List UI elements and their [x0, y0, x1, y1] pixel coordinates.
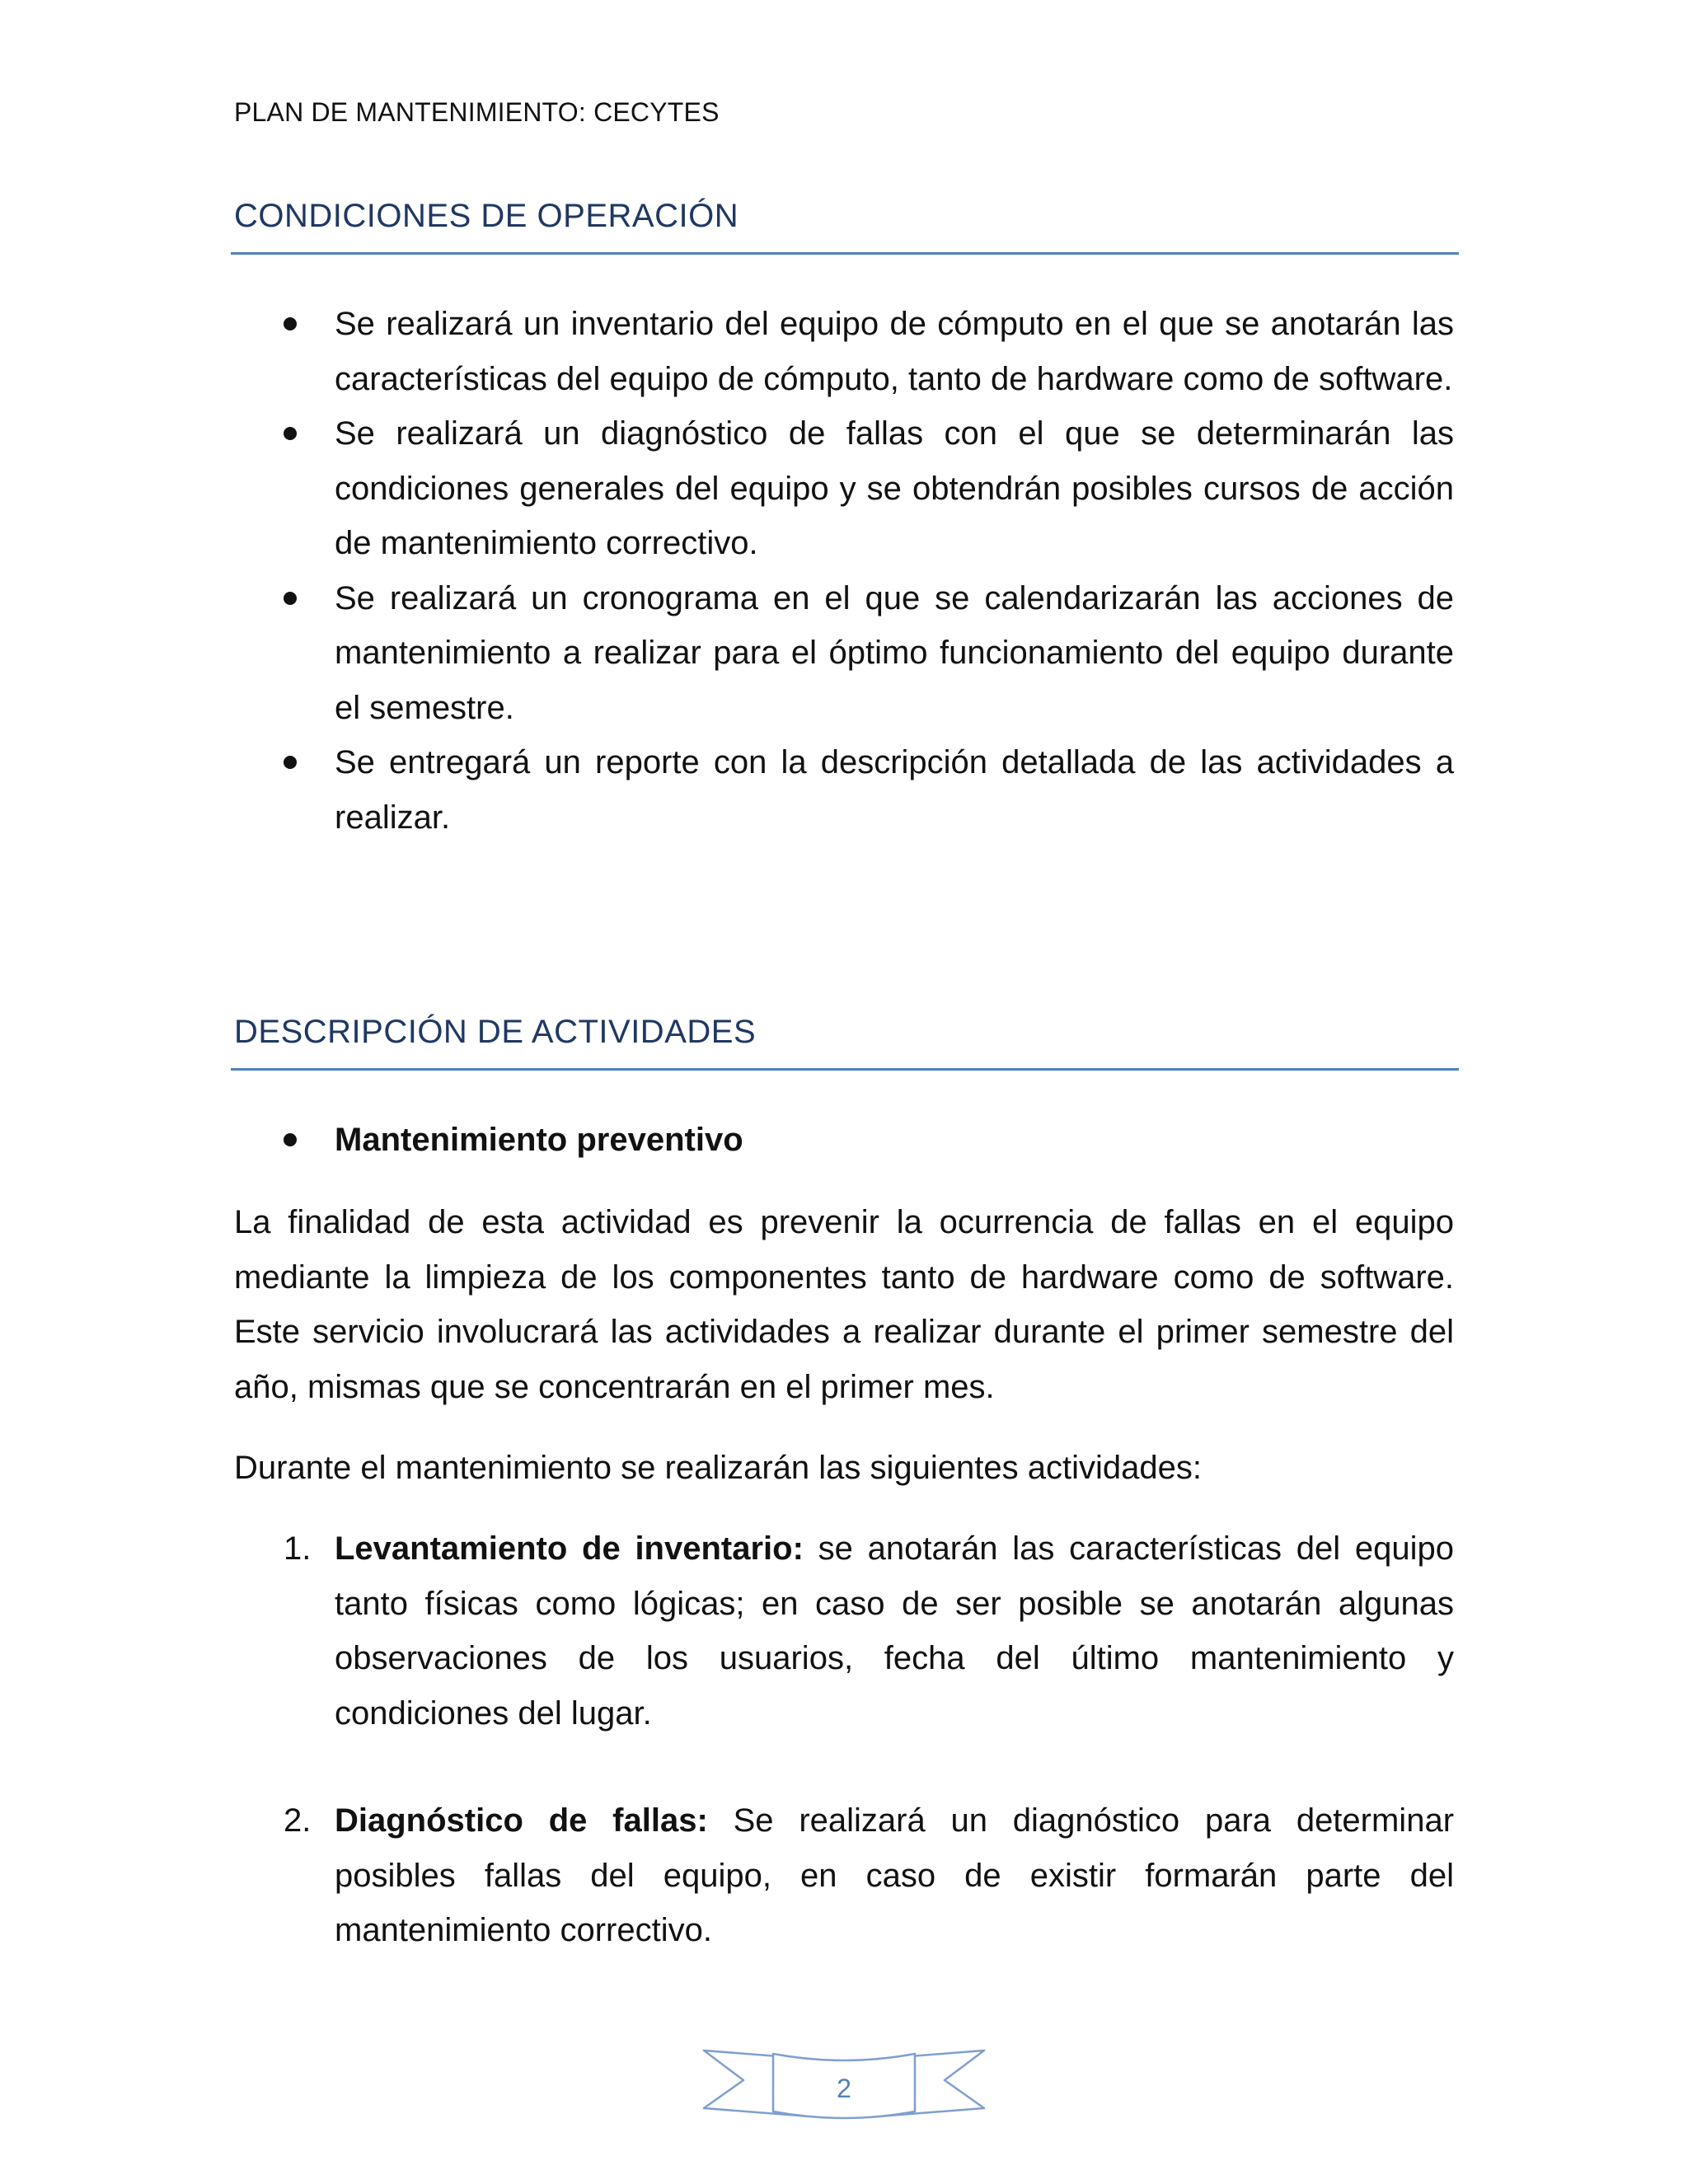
bullet-icon: [284, 756, 297, 769]
bullet-icon: [284, 592, 297, 605]
list-item-text: Se realizará un cronograma en el que se calendarizarán las acciones de mantenimiento a realizar para el óptimo funcionamiento del equipo durante el semestre.: [335, 579, 1454, 726]
list-item: [280, 406, 1454, 571]
list-item: [280, 735, 1454, 845]
paragraph-purpose: La finalidad de esta actividad es prevenir la ocurrencia de fallas en el equipo mediante la limpieza de los componentes tanto de hardware como de software. Este servicio involucrará las actividades a realizar durante el primer semestre del año, mismas que se concentrarán en el primer mes.: [234, 1204, 1454, 1405]
section-heading-activities: DESCRIPCIÓN DE ACTIVIDADES: [234, 1014, 757, 1050]
list-item-text: Se entregará un reporte con la descripción detallada de las actividades a realizar.: [335, 744, 1454, 836]
list-item: [280, 571, 1454, 736]
paragraph-activities-intro: Durante el mantenimiento se realizarán las siguientes actividades:: [234, 1450, 1202, 1486]
item-title: Diagnóstico de fallas:: [335, 1802, 708, 1839]
item-text: se anotarán las características del equipo tanto físicas como lógicas; en caso de ser posible se anotarán algunas observaciones de los usuarios, fecha del último mantenimiento y condiciones del lugar.: [335, 1530, 1454, 1732]
bullet-icon: [284, 1133, 297, 1146]
section-divider: [231, 252, 1459, 255]
list-item: [280, 297, 1454, 406]
subheading-preventive-maintenance: [280, 1113, 743, 1167]
item-number: 1.: [284, 1530, 312, 1567]
numbered-item-diagnosis: [280, 1793, 1454, 1958]
section-heading-operation-conditions: CONDICIONES DE OPERACIÓN: [234, 198, 739, 234]
running-header: PLAN DE MANTENIMIENTO: CECYTES: [234, 97, 720, 127]
item-number: 2.: [284, 1802, 312, 1839]
operation-conditions-list: [280, 297, 1454, 845]
item-title: Levantamiento de inventario:: [335, 1530, 804, 1567]
list-item-text: Se realizará un diagnóstico de fallas con el que se determinarán las condiciones generales del equipo y se obtendrán posibles cursos de acción de mantenimiento correctivo.: [335, 415, 1454, 561]
numbered-item-inventory: [280, 1521, 1454, 1741]
list-item-text: Se realizará un inventario del equipo de cómputo en el que se anotarán las características del equipo de cómputo, tanto de hardware como de software.: [335, 306, 1454, 397]
page-number: 2: [837, 2074, 851, 2103]
bullet-icon: [284, 317, 297, 330]
item-text: Se realizará un diagnóstico para determinar posibles fallas del equipo, en caso de existir formarán parte del mantenimiento correctivo.: [335, 1802, 1455, 1948]
subheading-text: Mantenimiento preventivo: [335, 1122, 743, 1158]
section-divider: [231, 1068, 1459, 1071]
bullet-icon: [284, 427, 297, 440]
